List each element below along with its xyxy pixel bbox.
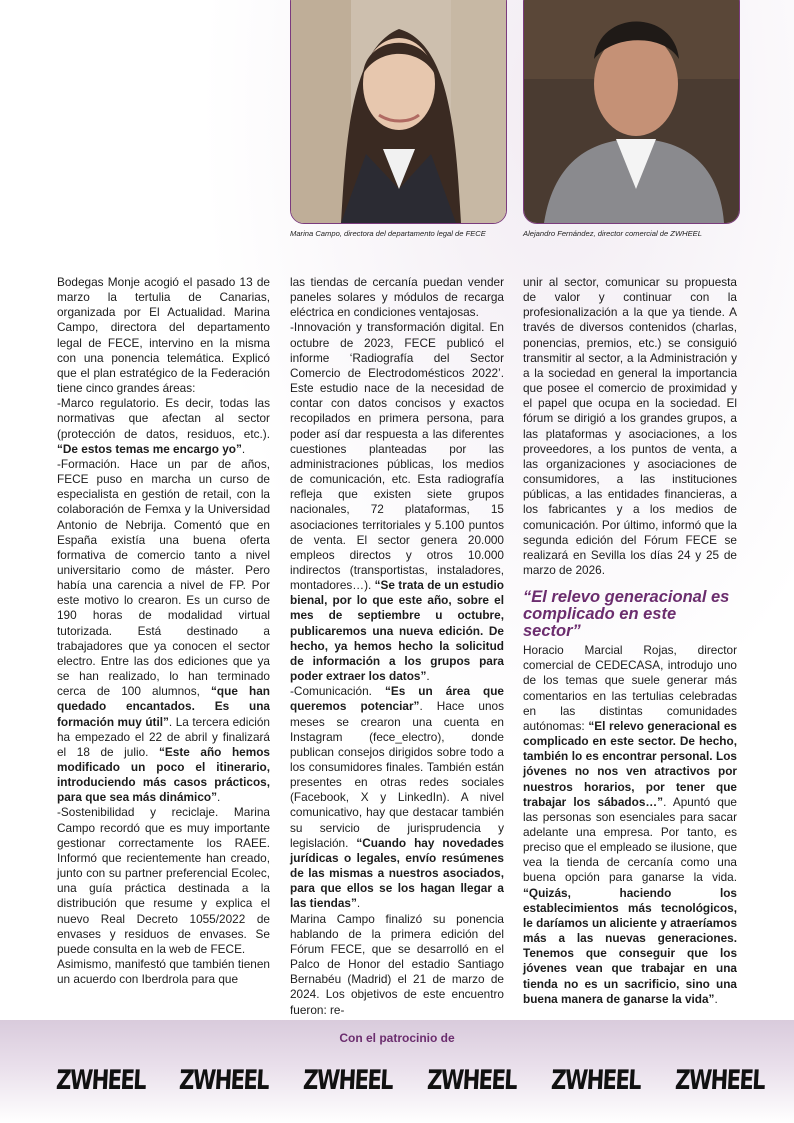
text: Horacio Marcial Rojas, director comercial de CEDECASA, introdujo uno de los temas que suele generar más comentarios en las tertulias celebradas en las distintas comunidades autónomas: (523, 643, 737, 733)
paragraph-sostenibilidad: -Sostenibilidad y reciclaje. Marina Campo recordó que es muy importante gestionar correctamente los RAEE. Informó que recientemente han creado, junto con su partner preferencial Ecolec, una guía práctica destinada a la distribución que resume y explica el nuevo Real Decreto 1055/2022 de envases y residuos de envases. Se puede consulta en la web de FECE. (57, 805, 270, 956)
photo-caption-right: Alejandro Fernández, director comercial de ZWHEEL (523, 229, 702, 238)
article-column-2 (290, 275, 504, 1018)
sponsor-title: Con el patrocinio de (339, 1031, 455, 1045)
paragraph-formacion (57, 457, 270, 806)
text: . (356, 896, 361, 911)
text: . (426, 669, 430, 684)
text: . (216, 790, 221, 805)
zwheel-logo: ZWHEEL (302, 1065, 393, 1096)
zwheel-logo: ZWHEEL (550, 1065, 641, 1096)
quote: “De estos temas me encargo yo” (57, 441, 242, 456)
text: -Marco regulatorio. Es decir, todas las normativas que afectan al sector (protección de datos, residuos, etc.). (57, 396, 270, 441)
text: . (714, 991, 718, 1006)
paragraph-innovacion (290, 320, 504, 684)
text: . Hace unos meses se crearon una cuenta en Instagram (fece_electro), donde publican consejos dirigidos sobre todo a los consumidores finales. También están presentes en otras redes sociales (Facebook, X y LinkedIn). A nivel comunicativo, hay que destacar también su servicio de jurisprudencia y legislación. (290, 699, 504, 850)
text: -Innovación y transformación digital. En octubre de 2023, FECE publicó el informe ‘Radiografía del Sector Comercio de Electrodomésticos 2022’. Este estudio nace de la necesidad de contar con datos concisos y exactos recopilados en primera persona, para poder así dar respuesta a las diferentes cuestiones planteadas por las administraciones públicas, los medios de comunicación, etc. Esta radiografía refleja que existen siete grupos nacionales, 72 plataformas, 15 asociaciones territoriales y 5.100 puntos de venta. El sector genera 20.000 empleos directos y otros 10.000 indirectos (transportistas, instaladores, montadores…). (290, 320, 504, 593)
paragraph-tiendas: las tiendas de cercanía puedan vender paneles solares y módulos de recarga eléctrica en condiciones ventajosas. (290, 275, 504, 320)
quote: “Cuando hay novedades jurídicas o legales, envío resúmenes de las mismas a nuestros asociados, para que ellos se los hagan llegar a las tiendas” (290, 835, 504, 911)
paragraph-relevo (523, 643, 737, 1007)
article-column-3 (523, 275, 737, 1007)
quote: “El relevo generacional es complicado en este sector. De hecho, también lo es encontrar personal. Los jóvenes no nos ven atractivos por nuestros horarios, por tener que trabajar los sábados…” (523, 718, 737, 809)
paragraph-forum-cont: unir al sector, comunicar su propuesta de valor y continuar con la profesionalización a la que ya tiende. A través de diversos contenidos (charlas, ponencias, premios, etc.) se consiguió transmitir al sector, a la Administración y a la sociedad en general la importancia que posee el comercio de proximidad y el papel que ocupa en la sociedad. El fórum se dirigió a los grandes grupos, a las plataformas y asociaciones, a los proveedores, a los puntos de venta, a las organizaciones y asociaciones de consumidores, a las instituciones públicas, a las entidades financieras, a los fabricantes y a los medios de comunicación. Por último, informó que la segunda edición del Fórum FECE se realizará en Sevilla los días 24 y 25 de marzo de 2026. (523, 275, 737, 577)
text: . Apuntó que las personas son esenciales para sacar adelante una empresa. Por tanto, es preciso que el empleado se ilusione, que vea la tienda de cercanía como una buena opción para ganarse la vida. (523, 794, 737, 885)
photo-caption-left: Marina Campo, directora del departamento legal de FECE (290, 229, 486, 238)
text: -Comunicación. (290, 684, 385, 699)
paragraph-marco-regulatorio (57, 396, 270, 457)
zwheel-logo: ZWHEEL (178, 1065, 269, 1096)
quote: “Se trata de un estudio bienal, por lo que este año, sobre el mes de septiembre u octubre, publicaremos una nueva edición. De hecho, ya hemos hecho la solicitud de información a los grupos para poder extraer los datos” (290, 578, 504, 684)
zwheel-logo: ZWHEEL (55, 1065, 146, 1096)
portrait-man-image (524, 0, 739, 223)
zwheel-logo: ZWHEEL (426, 1065, 517, 1096)
section-heading: “El relevo generacional es complicado en este sector” (523, 588, 730, 641)
photo-alejandro-fernandez (523, 0, 740, 224)
quote: “que han quedado encantados. Es una formación muy útil” (57, 684, 270, 729)
paragraph-comunicacion (290, 684, 504, 911)
article-column-1 (57, 275, 270, 987)
paragraph-asimismo: Asimismo, manifestó que también tienen un acuerdo con Iberdrola para que (57, 957, 270, 987)
paragraph-forum: Marina Campo finalizó su ponencia hablando de la primera edición del Fórum FECE, que se desarrolló en el Palco de Honor del estadio Santiago Bernabéu (Madrid) el 21 de marzo de 2024. Los objetivos de este encuentro fueron: re- (290, 911, 504, 1017)
text: . La tercera edición ha empezado el 22 de abril y finalizará el 18 de julio. (57, 714, 270, 759)
text: -Formación. Hace un par de años, FECE puso en marcha un curso de especialista en gestión de retail, con la colaboración de Femxa y la Universidad Antonio de Nebrija. Comentó que en España existía una buena oferta formativa de comercio tanto a nivel universitario como de máster. Pero había una carencia a nivel de FP. Por este motivo lo crearon. Es un curso de 190 horas de modalidad virtual tutorizada. Está destinado a trabajadores que ya conocen el sector electro. Entre las dos ediciones que ya se han realizado, lo han terminado cerca de 100 alumnos, (57, 456, 270, 699)
portrait-woman-image (291, 0, 506, 223)
sponsor-band (0, 1020, 794, 1123)
photo-marina-campo (290, 0, 507, 224)
quote: “Este año hemos modificado un poco el itinerario, introduciendo más casos prácticos, para que sea más dinámico” (57, 744, 270, 805)
zwheel-logo: ZWHEEL (674, 1065, 765, 1096)
paragraph-intro: Bodegas Monje acogió el pasado 13 de marzo la tertulia de Canarias, organizada por El Actualidad. Marina Campo, directora del departamento legal de FECE, intervino en la misma con una ponencia telemática. Explicó que el plan estratégico de la Federación tiene cinco grandes áreas: (57, 275, 270, 396)
quote: “Es un área que queremos potenciar” (290, 684, 504, 714)
text: . (241, 441, 246, 456)
quote: “Quizás, haciendo los establecimientos más tecnológicos, le daríamos un aliciente y atraeríamos más a las nuevas generaciones. Tenemos que conseguir que los jóvenes vean que trabajar en una tienda no es un sacrificio, sino una buena manera de ganarse la vida” (523, 885, 737, 1006)
